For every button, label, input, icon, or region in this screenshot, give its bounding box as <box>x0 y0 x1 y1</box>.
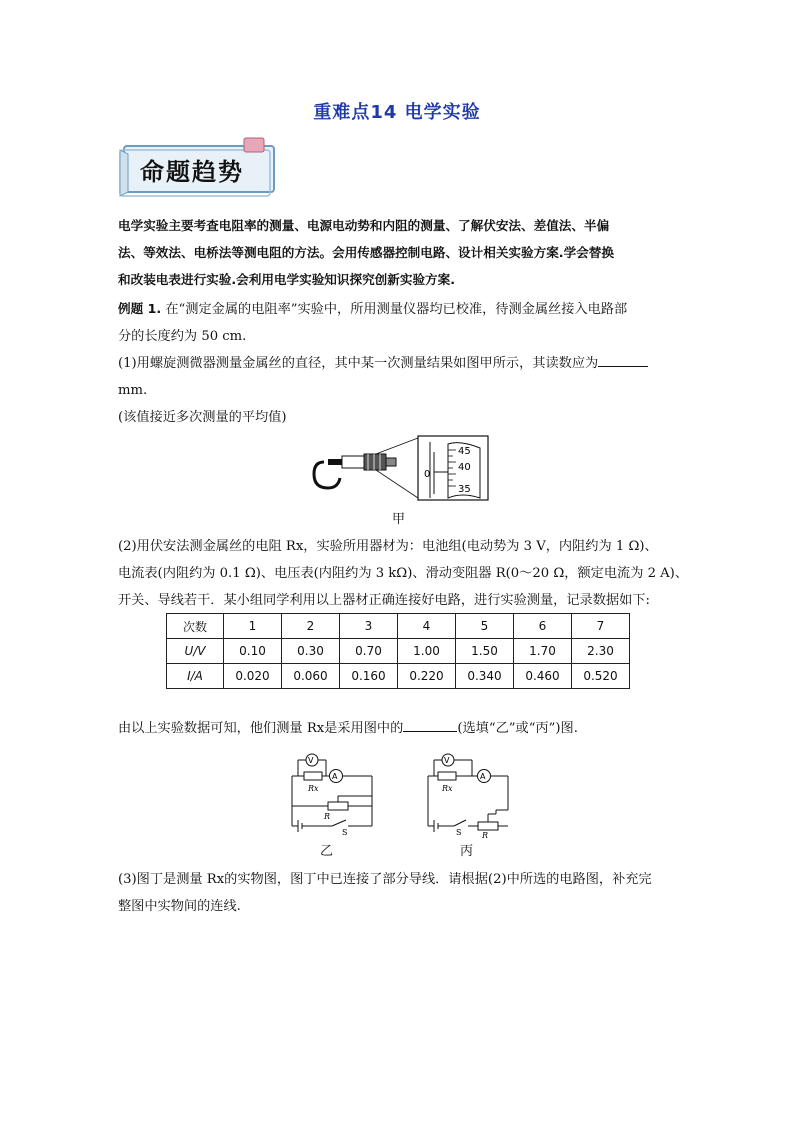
ammeter-label: A <box>480 772 486 781</box>
table-cell: 0.520 <box>572 664 630 689</box>
r-label: R <box>482 831 489 840</box>
table-row <box>167 639 630 664</box>
table-cell: 7 <box>572 614 630 639</box>
table-row <box>167 614 630 639</box>
ammeter-label: A <box>332 772 338 781</box>
table-cell: 0.220 <box>398 664 456 689</box>
rx-label: Rx <box>442 784 453 793</box>
q2-line: (2)用伏安法测金属丝的电阻 Rx，实验所用器材为：电池组(电动势为 3 V，内阻约为 1 Ω)、 <box>118 539 658 554</box>
table-header-cell: 次数 <box>167 614 224 639</box>
q3-line: 整图中实物间的连线. <box>118 899 241 914</box>
table-cell: 0.10 <box>224 639 282 664</box>
question-2 <box>118 533 689 614</box>
q2-line: 电流表(内阻约为 0.1 Ω)、电压表(内阻约为 3 kΩ)、滑动变阻器 R(0～20 Ω，额定电流为 2 A)、 <box>118 566 689 581</box>
example-text-2: 分的长度约为 50 cm. <box>118 329 247 344</box>
micrometer-figure <box>312 432 492 504</box>
table-cell: 0.30 <box>282 639 340 664</box>
scale-label: 40 <box>458 462 471 473</box>
table-cell: 1.00 <box>398 639 456 664</box>
rx-label: Rx <box>308 784 319 793</box>
table-cell: 6 <box>514 614 572 639</box>
example-text: 在“测定金属的电阻率”实验中，所用测量仪器均已校准，待测金属丝接入电路部 <box>165 302 628 317</box>
data-table <box>166 613 630 689</box>
circuit-diagram-yi <box>284 752 380 837</box>
answer-blank-1[interactable] <box>598 354 648 367</box>
table-cell: 0.460 <box>514 664 572 689</box>
question-3 <box>118 866 678 920</box>
table-cell: 3 <box>340 614 398 639</box>
q2-conclusion <box>118 715 678 742</box>
table-cell: 1.50 <box>456 639 514 664</box>
table-cell: 0.020 <box>224 664 282 689</box>
table-cell: 5 <box>456 614 514 639</box>
example-1 <box>118 295 678 431</box>
q1-note: (该值接近多次测量的平均值) <box>118 410 287 425</box>
q2-line: 开关、导线若干．某小组同学利用以上器材正确连接好电路，进行实验测量，记录数据如下: <box>118 593 650 608</box>
table-header-cell: U/V <box>167 639 224 664</box>
table-cell: 0.060 <box>282 664 340 689</box>
answer-blank-2[interactable] <box>403 719 457 732</box>
table-cell: 1.70 <box>514 639 572 664</box>
intro-line: 法、等效法、电桥法等测电阻的方法。会用传感器控制电路、设计相关实验方案.学会替换 <box>118 245 614 260</box>
figure-label-bing: 丙 <box>460 844 474 859</box>
table-cell: 1 <box>224 614 282 639</box>
scale-label: 35 <box>458 484 471 495</box>
figure-label-yi: 乙 <box>320 844 334 859</box>
table-header-cell: I/A <box>167 664 224 689</box>
r-label: R <box>324 812 331 821</box>
q1-unit: mm. <box>118 383 148 398</box>
zero-label: 0 <box>424 469 431 480</box>
figure-label-jia: 甲 <box>392 512 406 527</box>
s-label: S <box>342 828 348 837</box>
circuit-diagram-bing <box>420 752 516 840</box>
table-cell: 2 <box>282 614 340 639</box>
q3-line: (3)图丁是测量 Rx的实物图，图丁中已连接了部分导线．请根据(2)中所选的电路图，补充完 <box>118 872 652 887</box>
q2-conclusion-text: 由以上实验数据可知，他们测量 Rx是采用图中的 <box>118 721 404 736</box>
table-cell: 2.30 <box>572 639 630 664</box>
q1-text: (1)用螺旋测微器测量金属丝的直径，其中某一次测量结果如图甲所示，其读数应为 <box>118 356 599 371</box>
table-cell: 0.70 <box>340 639 398 664</box>
table-cell: 0.160 <box>340 664 398 689</box>
intro-line: 电学实验主要考查电阻率的测量、电源电动势和内阻的测量、了解伏安法、差值法、半偏 <box>118 218 610 233</box>
table-cell: 0.340 <box>456 664 514 689</box>
section-badge-text: 命题趋势 <box>140 157 244 186</box>
voltmeter-label: V <box>308 756 314 765</box>
page-title: 重难点14 电学实验 <box>313 102 481 123</box>
intro-line: 和改装电表进行实验.会利用电学实验知识探究创新实验方案. <box>118 272 456 287</box>
scale-label: 45 <box>458 446 471 457</box>
voltmeter-label: V <box>444 756 450 765</box>
s-label: S <box>456 828 462 837</box>
table-cell: 4 <box>398 614 456 639</box>
example-label: 例题 1. <box>118 301 162 316</box>
intro-paragraph <box>118 212 678 293</box>
q2-conclusion-text-2: (选填“乙”或“丙”)图. <box>457 721 578 736</box>
table-row <box>167 664 630 689</box>
